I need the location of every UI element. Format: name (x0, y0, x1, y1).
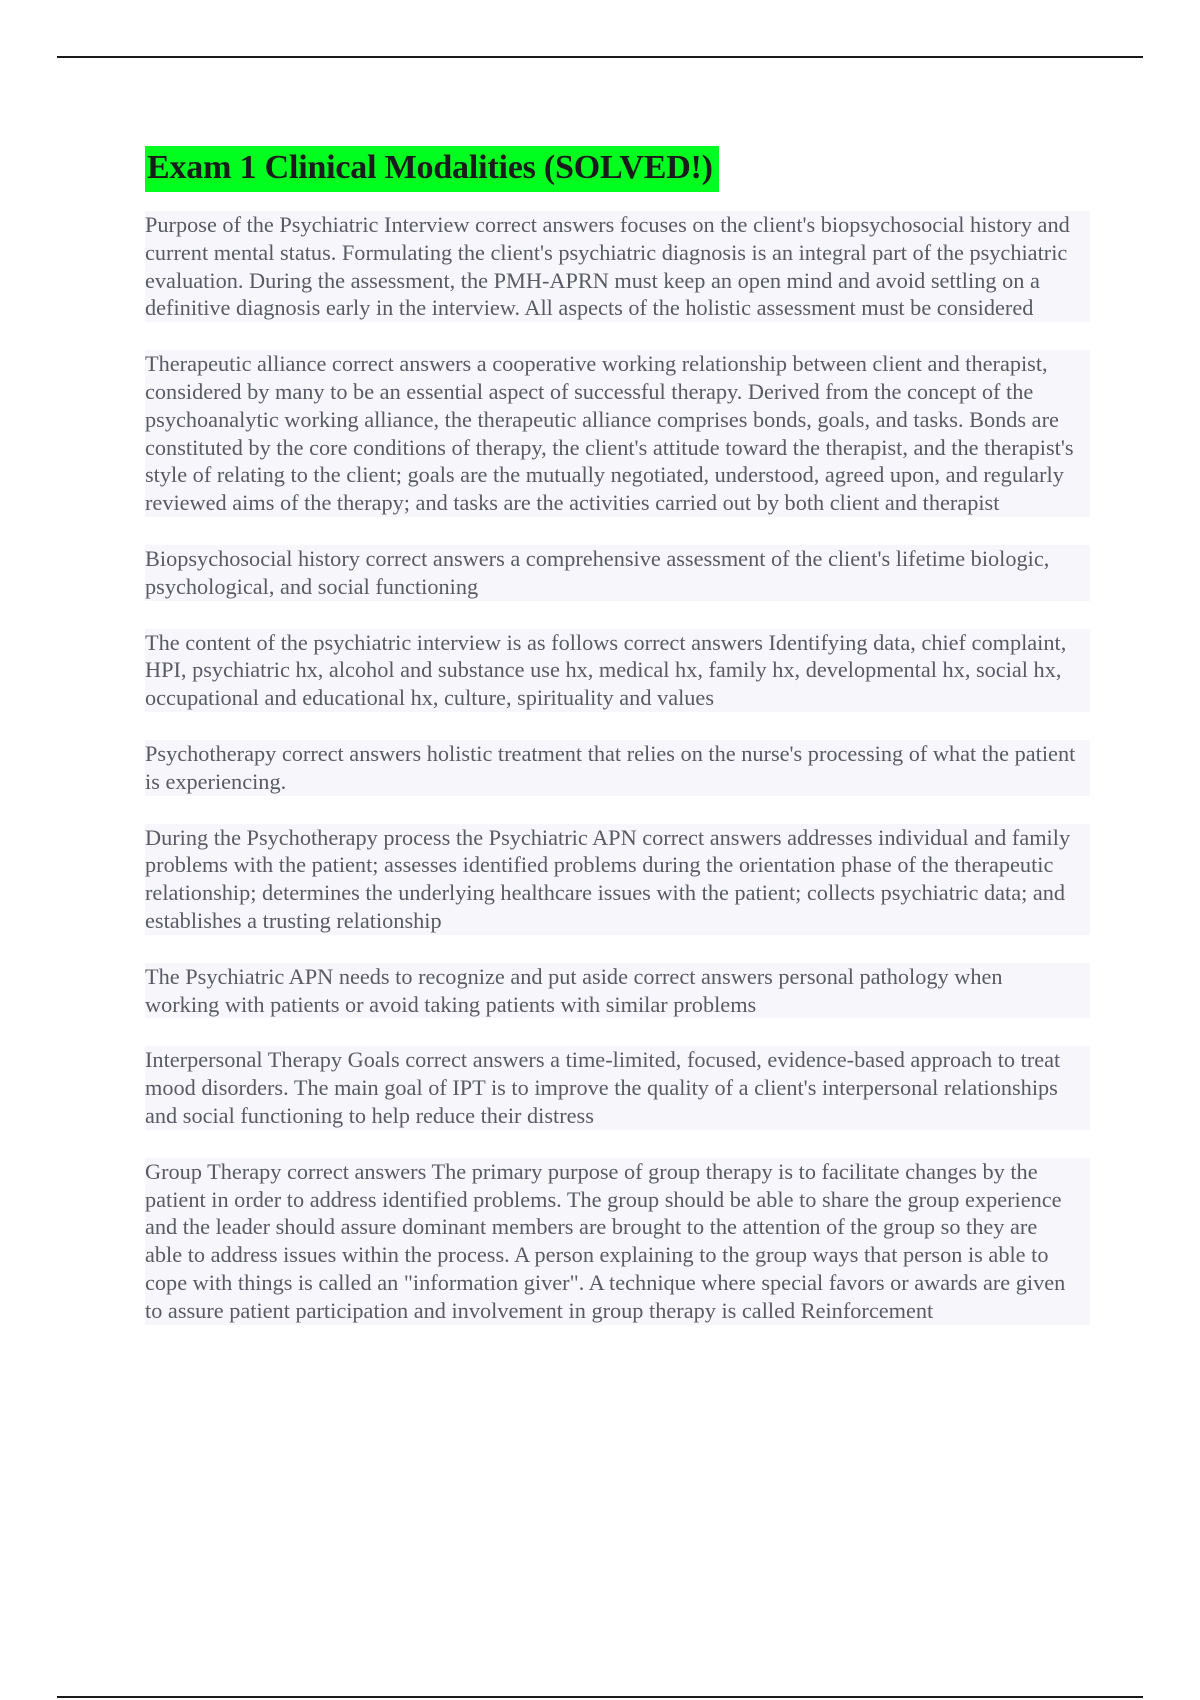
qa-entry-group-therapy: Group Therapy correct answers The primary purpose of group therapy is to facilitate changes by the patient in order to address identified problems. The group should be able to share the group experience and the leader should assure dominant members are brought to the attention of the group so they are able to address issues within the process. A person explaining to the group ways that person is able to cope with things is called an "information giver". A technique where special favors or awards are given to assure patient participation and involvement in group therapy is called Reinforcement (145, 1158, 1090, 1325)
qa-entry-interview-content: The content of the psychiatric interview is as follows correct answers Identifying data, chief complaint, HPI, psychiatric hx, alcohol and substance use hx, medical hx, family hx, developmental hx, social hx, occupational and educational hx, culture, spirituality and values (145, 629, 1090, 712)
top-divider (57, 56, 1143, 58)
qa-entry-biopsychosocial-history: Biopsychosocial history correct answers a comprehensive assessment of the client's lifetime biologic, psychological, and social functioning (145, 545, 1090, 601)
qa-entry-interpersonal-therapy-goals: Interpersonal Therapy Goals correct answers a time-limited, focused, evidence-based approach to treat mood disorders. The main goal of IPT is to improve the quality of a client's interpersonal relationships and social functioning to help reduce their distress (145, 1046, 1090, 1129)
qa-entry-therapeutic-alliance: Therapeutic alliance correct answers a cooperative working relationship between client and therapist, considered by many to be an essential aspect of successful therapy. Derived from the concept of the psychoanalytic working alliance, the therapeutic alliance comprises bonds, goals, and tasks. Bonds are constituted by the core conditions of therapy, the client's attitude toward the therapist, and the therapist's style of relating to the client; goals are the mutually negotiated, understood, agreed upon, and regularly reviewed aims of the therapy; and tasks are the activities carried out by both client and therapist (145, 350, 1090, 517)
document-title: Exam 1 Clinical Modalities (SOLVED!) (145, 146, 719, 192)
qa-entry-psychotherapy-process: During the Psychotherapy process the Psychiatric APN correct answers addresses individual and family problems with the patient; assesses identified problems during the orientation phase of the therapeutic relationship; determines the underlying healthcare issues with the patient; collects psychiatric data; and establishes a trusting relationship (145, 824, 1090, 935)
qa-entry-psychotherapy: Psychotherapy correct answers holistic treatment that relies on the nurse's processing of what the patient is experiencing. (145, 740, 1090, 796)
qa-entry-personal-pathology: The Psychiatric APN needs to recognize and put aside correct answers personal pathology when working with patients or avoid taking patients with similar problems (145, 963, 1090, 1019)
bottom-divider (57, 1696, 1143, 1698)
document-body (145, 146, 1090, 1353)
qa-list (145, 211, 1090, 1325)
qa-entry-purpose-of-interview: Purpose of the Psychiatric Interview correct answers focuses on the client's biopsychosocial history and current mental status. Formulating the client's psychiatric diagnosis is an integral part of the psychiatric evaluation. During the assessment, the PMH-APRN must keep an open mind and avoid settling on a definitive diagnosis early in the interview. All aspects of the holistic assessment must be considered (145, 211, 1090, 322)
